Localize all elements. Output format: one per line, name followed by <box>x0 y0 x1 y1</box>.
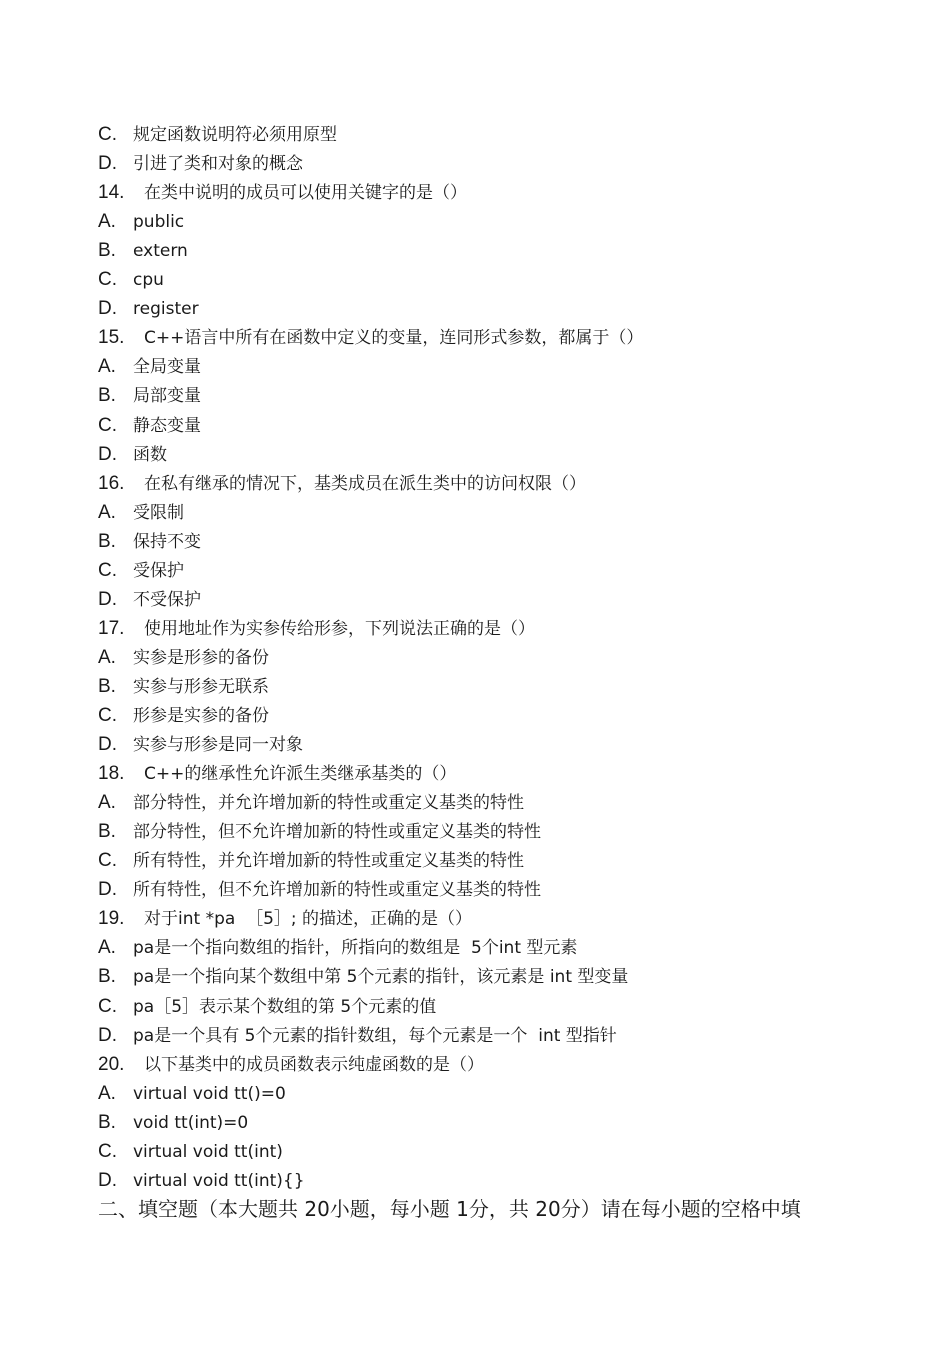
question-text: C++语言中所有在函数中定义的变量，连同形式参数，都属于（） <box>144 328 644 349</box>
option-line <box>98 1079 286 1108</box>
option-text: register <box>133 299 199 320</box>
option-label: D. <box>98 153 117 175</box>
option-line <box>98 120 337 149</box>
option-line <box>98 1108 248 1137</box>
option-label: D. <box>98 298 117 320</box>
question-number: 15. <box>98 327 125 349</box>
option-text: 形参是实参的备份 <box>133 706 269 726</box>
option-label: C. <box>98 269 117 291</box>
question-text: 在私有继承的情况下，基类成员在派生类中的访问权限（） <box>144 473 586 494</box>
option-line <box>98 846 524 875</box>
option-text: 引进了类和对象的概念 <box>133 154 303 175</box>
option-label: C. <box>98 414 117 436</box>
option-line <box>98 1137 283 1166</box>
option-text: public <box>133 212 185 233</box>
option-text: 所有特性，并允许增加新的特性或重定义基类的特性 <box>133 851 524 872</box>
option-line <box>98 992 436 1021</box>
question-line <box>98 904 472 933</box>
option-label: B. <box>98 821 116 843</box>
option-label: A. <box>98 646 116 668</box>
option-line <box>98 817 541 846</box>
option-text: 保持不变 <box>133 531 201 552</box>
option-label: B. <box>98 530 116 552</box>
option-label: B. <box>98 385 116 407</box>
option-text: 部分特性，并允许增加新的特性或重定义基类的特性 <box>133 793 524 814</box>
question-line <box>98 614 535 643</box>
option-text: 受限制 <box>133 502 184 523</box>
option-label: D. <box>98 1024 117 1046</box>
option-text: 函数 <box>133 444 167 465</box>
question-number: 14. <box>98 182 125 204</box>
option-text: pa是一个指向某个数组中第 5个元素的指针，该元素是 int 型变量 <box>133 967 629 988</box>
question-text: 在类中说明的成员可以使用关键字的是（） <box>144 183 467 204</box>
option-label: C. <box>98 705 117 726</box>
option-label: C. <box>98 995 117 1017</box>
option-line <box>98 411 201 440</box>
option-text: 实参是形参的备份 <box>133 647 269 668</box>
option-text: pa［5］表示某个数组的第 5个元素的值 <box>133 996 437 1017</box>
option-label: A. <box>98 211 116 233</box>
option-line <box>98 788 524 817</box>
option-text: 静态变量 <box>133 415 201 436</box>
question-number: 16. <box>98 472 125 494</box>
option-label: B. <box>98 675 116 697</box>
option-text: virtual void tt()=0 <box>133 1083 286 1104</box>
option-line <box>98 294 199 323</box>
question-number: 20. <box>98 1053 125 1075</box>
option-line <box>98 585 201 614</box>
question-line <box>98 759 456 788</box>
option-line <box>98 440 167 469</box>
option-label: C. <box>98 559 117 581</box>
option-line <box>98 498 184 527</box>
option-text: extern <box>133 241 188 262</box>
option-line <box>98 962 628 991</box>
question-text: 以下基类中的成员函数表示纯虚函数的是（） <box>144 1054 484 1075</box>
question-line <box>98 469 586 498</box>
option-line <box>98 643 269 672</box>
option-line <box>98 730 303 759</box>
option-label: D. <box>98 588 117 610</box>
option-line <box>98 701 269 730</box>
option-label: D. <box>98 443 117 465</box>
question-number: 17. <box>98 617 125 639</box>
option-text: pa是一个具有 5个元素的指针数组，每个元素是一个 int 型指针 <box>133 1025 617 1046</box>
option-text: virtual void tt(int){} <box>133 1170 305 1191</box>
question-line <box>98 178 467 207</box>
option-line <box>98 527 201 556</box>
option-label: C. <box>98 1140 117 1162</box>
option-label: B. <box>98 966 116 988</box>
question-number: 19. <box>98 908 125 930</box>
section-heading: 二、填空题（本大题共 20小题，每小题 1分，共 20分）请在每小题的空格中填 <box>98 1197 801 1221</box>
question-text: 使用地址作为实参传给形参，下列说法正确的是（） <box>144 618 535 639</box>
option-line <box>98 236 188 265</box>
question-text: C++的继承性允许派生类继承基类的（） <box>144 764 457 785</box>
option-label: A. <box>98 1082 116 1104</box>
question-line <box>98 1050 484 1079</box>
option-line <box>98 1021 617 1050</box>
option-text: pa是一个指向数组的指针，所指向的数组是 5个int 型元素 <box>133 938 578 959</box>
option-label: C. <box>98 124 117 145</box>
option-line <box>98 933 577 962</box>
option-label: A. <box>98 501 116 523</box>
option-line <box>98 672 269 701</box>
option-line <box>98 556 184 585</box>
option-label: A. <box>98 937 116 959</box>
option-line <box>98 265 164 294</box>
option-label: D. <box>98 1169 117 1191</box>
option-text: 实参与形参无联系 <box>133 676 269 697</box>
option-label: D. <box>98 734 117 756</box>
option-line <box>98 1166 305 1195</box>
option-text: virtual void tt(int) <box>133 1141 283 1162</box>
option-line <box>98 149 303 178</box>
question-number: 18. <box>98 763 125 785</box>
option-line <box>98 381 201 410</box>
option-line <box>98 207 184 236</box>
option-label: B. <box>98 240 116 262</box>
option-line <box>98 352 201 381</box>
option-text: 不受保护 <box>133 589 201 610</box>
option-label: A. <box>98 356 116 378</box>
option-text: 受保护 <box>133 560 184 581</box>
option-text: cpu <box>133 270 164 291</box>
option-label: D. <box>98 879 117 901</box>
option-label: C. <box>98 850 117 872</box>
option-text: void tt(int)=0 <box>133 1112 249 1133</box>
option-label: B. <box>98 1111 116 1133</box>
option-text: 局部变量 <box>133 386 201 407</box>
option-label: A. <box>98 792 116 814</box>
option-text: 部分特性，但不允许增加新的特性或重定义基类的特性 <box>133 822 541 843</box>
question-text: 对于int *pa ［5］; 的描述，正确的是（） <box>144 909 473 930</box>
option-line <box>98 875 541 904</box>
question-line <box>98 323 643 352</box>
option-text: 所有特性，但不允许增加新的特性或重定义基类的特性 <box>133 880 541 901</box>
option-text: 规定函数说明符必须用原型 <box>133 125 337 145</box>
option-text: 实参与形参是同一对象 <box>133 735 303 756</box>
option-text: 全局变量 <box>133 357 201 378</box>
